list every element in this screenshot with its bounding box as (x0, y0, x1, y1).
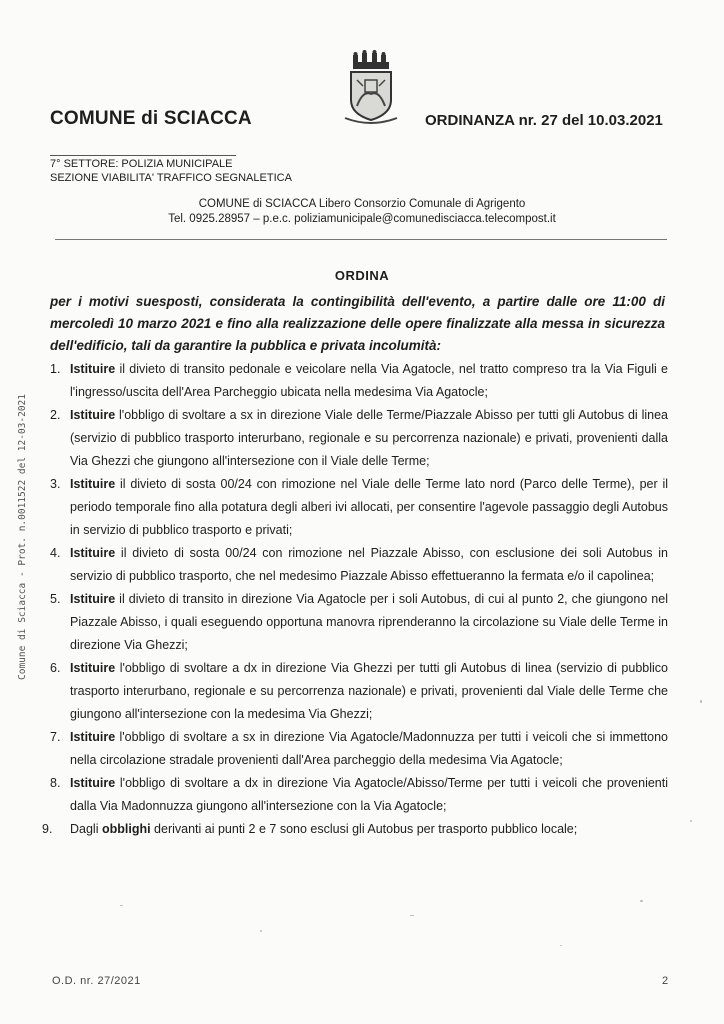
footer-reference: O.D. nr. 27/2021 (52, 975, 141, 987)
ordinance-preamble: per i motivi suesposti, considerata la contingibilità dell'evento, a partire dalle ore 11:00 di mercoledì 10 marzo 2021 e fino alla realizzazione delle opere finalizzate alla messa in sicurezza dell'edificio, tali da garantire la pubblica e privata incolumità: (50, 294, 665, 353)
item-number: 3. (50, 477, 61, 491)
item-number: 6. (50, 661, 61, 675)
item-keyword: Istituire (70, 546, 116, 560)
list-item (50, 358, 668, 404)
scan-speck (700, 700, 702, 703)
item-number: 4. (50, 546, 61, 560)
item-keyword: Istituire (70, 362, 116, 376)
item-keyword: Istituire (70, 776, 116, 790)
page-number: 2 (662, 975, 669, 987)
list-item (50, 404, 668, 473)
item-number: 8. (50, 776, 61, 790)
item-text: il divieto di sosta 00/24 con rimozione nel Viale delle Terme lato nord (Parco delle Terme), per il periodo temporale fino alla potatura degli alberi ivi allocati, per consentire l'agevole passaggio degli Autobus in servizio di pubblico trasporto e privati; (70, 477, 668, 537)
item-text: l'obbligo di svoltare a sx in direzione Via Agatocle/Madonnuzza per tutti i veicoli che si immettono nella circolazione stradale provenienti dall'Area parcheggio della medesima Via Agatocle; (70, 730, 668, 767)
ordinanza-number: ORDINANZA nr. 27 del 10.03.2021 (425, 112, 663, 129)
contact-line-1: COMUNE di SCIACCA Libero Consorzio Comunale di Agrigento (198, 198, 526, 210)
item-text: l'obbligo di svoltare a dx in direzione Via Ghezzi per tutti gli Autobus di linea (servizio di pubblico trasporto interurbano, regionale e su percorrenza nazionale) e privati, provenienti dal Viale delle Terme che giungono all'intersezione con la medesima Via Ghezzi; (70, 661, 668, 721)
contact-line-2: Tel. 0925.28957 – p.e.c. poliziamunicipale@comunedisciacca.telecompost.it (168, 213, 556, 225)
list-item (50, 772, 668, 818)
list-item (50, 726, 668, 772)
protocol-stamp-vertical (14, 350, 32, 680)
item-keyword: Istituire (70, 592, 116, 606)
item-text: l'obbligo di svoltare a sx in direzione Viale delle Terme/Piazzale Abisso per tutti gli Autobus di linea (servizio di pubblico trasporto interurbano, regionale e su percorrenza nazionale) e privati, provenienti dalla Via Ghezzi che giungono all'intersezione con il Viale delle Terme; (70, 408, 668, 468)
item-keyword: Istituire (70, 730, 116, 744)
item-keyword: Istituire (70, 661, 116, 675)
item-text: il divieto di sosta 00/24 con rimozione nel Piazzale Abisso, con esclusione dei soli Autobus in servizio di pubblico trasporto, che nel medesimo Piazzale Abisso effettueranno la fermata e/o il capolinea; (70, 546, 668, 583)
item-text: derivanti ai punti 2 e 7 sono esclusi gli Autobus per trasporto pubblico locale; (150, 822, 578, 836)
scan-speck (410, 915, 414, 916)
item-keyword: obblighi (101, 822, 151, 836)
comune-title: COMUNE di SCIACCA (50, 108, 252, 129)
department-divider (50, 155, 236, 156)
scan-speck (690, 820, 692, 822)
list-item (50, 473, 668, 542)
scan-speck (260, 930, 262, 932)
item-number: 5. (50, 592, 61, 606)
item-number: 1. (50, 362, 61, 376)
item-number: 9. (42, 822, 53, 836)
header-divider (55, 239, 667, 240)
department-line-2: SEZIONE VIABILITA' TRAFFICO SEGNALETICA (50, 172, 292, 184)
item-keyword: Istituire (70, 408, 116, 422)
list-item (50, 588, 668, 657)
scan-speck (120, 905, 123, 906)
item-prefix: Dagli (70, 822, 102, 836)
ordina-heading: ORDINA (334, 268, 390, 283)
item-text: l'obbligo di svoltare a dx in direzione Via Agatocle/Abisso/Terme per tutti i veicoli che provenienti dalla Via Madonnuzza giungono all'intersezione con la Via Agatocle; (70, 776, 668, 813)
list-item (50, 542, 668, 588)
ordinance-items-list (42, 358, 668, 841)
list-item (50, 657, 668, 726)
item-text: il divieto di transito pedonale e veicolare nella Via Agatocle, nel tratto compreso tra la Via Figuli e l'ingresso/uscita dell'Area Parcheggio ubicata nella medesima Via Agatocle; (70, 362, 668, 399)
item-number: 7. (50, 730, 61, 744)
list-item (42, 818, 668, 841)
protocol-stamp-text: Comune di Sciacca - Prot. n.0011522 del 12-03-2021 (17, 394, 28, 680)
item-text: il divieto di transito in direzione Via Agatocle per i soli Autobus, di cui al punto 2, che giungono nel Piazzale Abisso, i quali eseguendo opportuna manovra riprenderanno la circolazione su Viale delle Terme in direzione Via Ghezzi; (70, 592, 668, 652)
item-number: 2. (50, 408, 61, 422)
scan-speck (640, 900, 643, 902)
item-keyword: Istituire (70, 477, 116, 491)
scan-speck (560, 945, 562, 946)
coat-of-arms-crest (343, 50, 399, 126)
department-line-1: 7° SETTORE: POLIZIA MUNICIPALE (50, 158, 233, 170)
